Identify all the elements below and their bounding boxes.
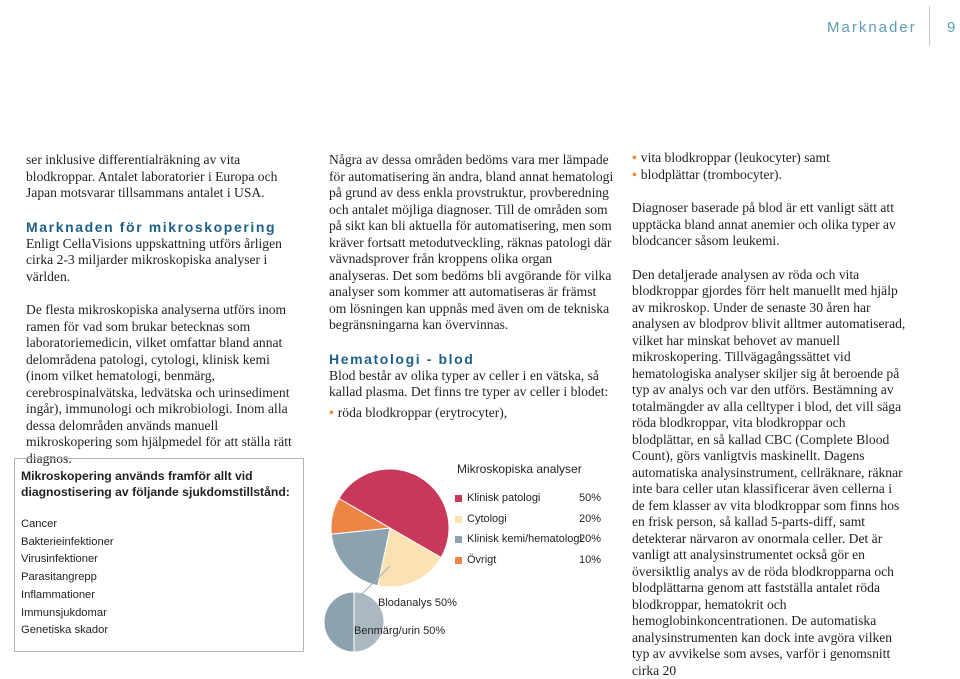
diagnosis-paragraph: Diagnoser baserade på blod är ett vanligt sätt att upptäcka bland annat anemier och olika typer av blodcancer såsom leukemi.	[632, 200, 908, 250]
legend-value: 20%	[567, 513, 601, 525]
bullet-white-cells	[632, 150, 908, 167]
heading-market: Marknaden för mikroskopering	[26, 219, 300, 236]
automation-paragraph: Några av dessa områden bedöms vara mer lämpade för automatisering än andra, bland annat hematologi på grund av dess enkla provstruktur, provberedning och antalet möjliga diagnoser. Till de områden som på sikt kan bli aktuella för automatisering, men som kräver fortsatt metodutveckling, räknas patologi där vävnadsprover från kroppens olika organ analyseras. Det som bedöms bli avgörande för vilka analyser som kommer att automatiseras är främst om lösningen kan uppnås med även om de tekniska begränsningarna kan övervinnas.	[329, 152, 615, 334]
bullet-text: röda blodkroppar (erytrocyter),	[338, 405, 507, 420]
list-item: Parasitangrepp	[21, 569, 114, 587]
column-1	[26, 152, 300, 467]
list-item: Virusinfektioner	[21, 551, 114, 569]
bullet-dot: •	[632, 150, 637, 165]
legend-value: 20%	[567, 533, 601, 545]
legend-swatch	[455, 516, 462, 523]
legend-label: Cytologi	[467, 513, 507, 525]
bullet-text: blodplättar (trombocyter).	[641, 167, 782, 182]
market-paragraph: Enligt CellaVisions uppskattning utförs årligen cirka 2-3 miljarder mikroskopiska analyser i världen.	[26, 236, 300, 286]
list-item: Bakterieinfektioner	[21, 534, 114, 552]
chart-legend	[455, 492, 605, 577]
list-item: Cancer	[21, 516, 114, 534]
legend-swatch	[455, 495, 462, 502]
bullet-platelets	[632, 167, 908, 184]
diagnosis-list	[21, 516, 114, 640]
box-title: Mikroskopering används framför allt vid diagnostisering av följande sjukdomstillstånd:	[21, 468, 297, 500]
legend-value: 50%	[567, 492, 601, 504]
legend-label: Klinisk patologi	[467, 492, 540, 504]
bullet-red-cells	[329, 405, 615, 422]
intro-paragraph: ser inklusive differentialräkning av vita blodkroppar. Antalet laboratorier i Europa och Japan motsvarar tillsammans antalet i USA.	[26, 152, 300, 202]
analysis-paragraph: Den detaljerade analysen av röda och vita blodkroppar gjordes förr helt manuellt med hjälp av mikroskop. Under de senaste 30 åren har analysen av blodprov blivit alltmer automatiserad, vilket har minskat behovet av manuell mikroskopering. Tillvägagångssättet vid hematologiska analyser skiljer sig åt beroende på typ av analys och var den utförs. Bestämning av totalmängder av alla celltyper i blod, det vill säga röda blodkroppar, vita blodkroppar och blodplättar, en så kallad CBC (Complete Blood Count), görs vanligtvis maskinellt. Dagens automatiska analysinstrument, cellräknare, räknar inte bara celler utan klassificerar även cellerna i de fem klasser av vita blodkroppar som finns hos en frisk person, så kallad 5-parts-diff, samt detekterar närvaron av onormala celler. Det är vanligt att analysinstrumentet också gör en översiktlig analys av de röda blodkropparna och blodplättarna genom att fastställa antalet röda blodkroppar, hematokrit och hemoglobinkoncentrationen. De automatiska analysinstrumenten kan dock inte avgöra vilken typ av avvikelse som avses, varför i genomsnitt cirka 20	[632, 267, 908, 679]
list-item: Inflammationer	[21, 587, 114, 605]
bullet-dot: •	[632, 167, 637, 182]
page-number: 9	[947, 19, 955, 36]
lab-medicine-paragraph: De flesta mikroskopiska analyserna utförs inom ramen för vad som brukar betecknas som laboratoriemedicin, vilket omfattar bland annat delområdena patologi, cytologi, klinisk kemi (inom vilket hematologi, benmärg, cerebrospinalvätska, ledvätska och urinsediment ingår), immunologi och mikrobiologi. Inom alla dessa delområden används manuell mikroskopering som hjälpmedel för att ställa rätt diagnos.	[26, 302, 300, 467]
section-title: Marknader	[827, 19, 917, 36]
list-item: Genetiska skador	[21, 622, 114, 640]
legend-label: Övrigt	[467, 554, 496, 566]
bullet-dot: •	[329, 405, 334, 420]
chart-title: Mikroskopiska analyser	[457, 462, 582, 476]
legend-swatch	[455, 557, 462, 564]
legend-label: Klinisk kemi/hematologi	[467, 533, 582, 545]
diagnosis-box	[14, 458, 304, 652]
heading-hematology: Hematologi - blod	[329, 351, 615, 368]
column-2	[329, 152, 615, 421]
blood-paragraph: Blod består av olika typer av celler i en vätska, så kallad plasma. Det finns tre typer av celler i blodet:	[329, 368, 615, 401]
bullet-text: vita blodkroppar (leukocyter) samt	[641, 150, 830, 165]
sub-pie-label-blodanalys: Blodanalys 50%	[378, 597, 457, 609]
legend-value: 10%	[567, 554, 601, 566]
column-3	[632, 150, 908, 679]
legend-swatch	[455, 536, 462, 543]
list-item: Immunsjukdomar	[21, 605, 114, 623]
pie-slice-blodanalys	[324, 592, 354, 652]
header-divider	[929, 6, 930, 46]
sub-pie-label-benmarg: Benmärg/urin 50%	[354, 625, 445, 637]
